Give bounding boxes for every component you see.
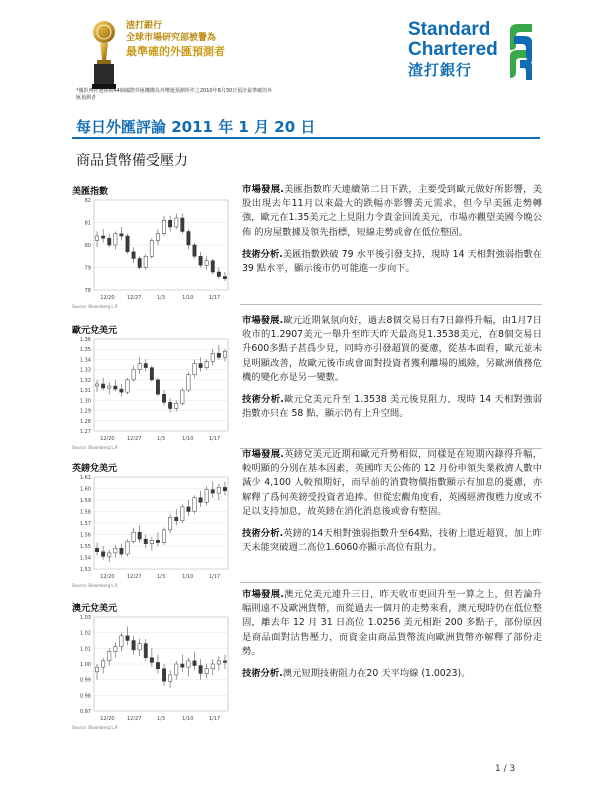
chart-title: 澳元兌美元 xyxy=(72,604,118,614)
x-tick-label: 12/27 xyxy=(126,716,142,722)
report-headline: 商品貨幣備受壓力 xyxy=(76,153,188,169)
candle-body xyxy=(101,552,104,557)
trophy-icon xyxy=(88,18,120,90)
brand-line-2: Chartered xyxy=(408,39,498,60)
award-line-2: 全球市場研究部被譽為 xyxy=(126,33,217,43)
chart-source: Source: Bloomberg L.P. xyxy=(72,445,118,450)
candle-body xyxy=(175,403,178,408)
paragraph-lead: 市場發展. xyxy=(242,315,284,326)
paragraph-lead: 技術分析. xyxy=(242,248,283,260)
candle-body xyxy=(150,540,153,543)
x-tick-label: 1/17 xyxy=(208,574,221,580)
candle-body xyxy=(217,272,220,277)
candle-body xyxy=(223,661,226,663)
page-number: 1 / 3 xyxy=(495,764,516,774)
candle-body xyxy=(126,380,129,392)
y-tick-label: 1.54 xyxy=(79,555,91,562)
award-badge xyxy=(82,14,252,94)
candle-body xyxy=(120,389,123,392)
paragraph-body: 英鎊兌美元近期和歐元升勢相似，同樣是在短期內錄得升幅，較明顯的分別在基本因素，英國昨天公佈的 12 月份申領失業救濟人數中減少 4,100 人較預期好，而早前的消費物價指數顯示有加息的憂慮，亦解釋了爲何英鎊受投資者追捧。但從宏觀角度看，英國經濟復甦力度或不足以支持加息，故英鎊在消化消息後或會有整固。 xyxy=(242,449,542,517)
candle-body xyxy=(199,256,202,265)
candle-body xyxy=(95,548,98,551)
y-tick-label: 1.00 xyxy=(79,662,91,668)
candle-body xyxy=(144,539,147,544)
market-development-paragraph xyxy=(242,314,542,385)
y-tick-label: 1.55 xyxy=(79,544,91,550)
paragraph-lead: 技術分析. xyxy=(242,668,283,680)
candle-body xyxy=(120,548,123,554)
technical-analysis-paragraph xyxy=(242,667,542,681)
y-tick-label: 1.56 xyxy=(79,532,91,539)
chart-source: Source: Bloomberg L.P. xyxy=(72,725,118,730)
chart-block-audusd xyxy=(72,601,232,730)
candle-body xyxy=(205,490,208,503)
candle-body xyxy=(193,498,196,512)
candle-body xyxy=(223,487,226,490)
candle-body xyxy=(114,548,117,553)
x-tick-label: 1/10 xyxy=(182,436,194,442)
candle-body xyxy=(223,277,226,279)
x-tick-label: 12/20 xyxy=(100,574,115,580)
x-tick-label: 12/27 xyxy=(126,436,142,442)
market-development-paragraph xyxy=(242,183,542,240)
candle-body xyxy=(175,218,178,227)
candle-body xyxy=(211,490,214,493)
candle-body xyxy=(162,394,165,402)
candle-body xyxy=(101,236,104,238)
y-tick-label: 0.99 xyxy=(79,677,91,684)
y-tick-label: 1.34 xyxy=(79,357,91,364)
candle-body xyxy=(156,540,159,542)
candle-body xyxy=(156,380,159,394)
section-text-eurusd xyxy=(242,314,542,429)
candle-body xyxy=(175,517,178,520)
x-tick-label: 1/10 xyxy=(182,295,194,301)
candle-body xyxy=(138,259,141,268)
chart-title: 英鎊兌美元 xyxy=(72,464,118,474)
x-tick-label: 12/20 xyxy=(100,436,115,442)
candle-body xyxy=(108,553,111,556)
y-tick-label: 1.33 xyxy=(79,367,91,374)
x-tick-label: 1/3 xyxy=(156,574,166,580)
y-tick-label: 1.53 xyxy=(79,567,91,573)
chart-title: 美匯指數 xyxy=(72,187,109,197)
candle-body xyxy=(162,220,165,234)
paragraph-body: 美匯指數昨天連續第二日下跌，主要受到歐元做好所影響，美股出現去年11月以來最大的跌幅亦影響美元需求，但今早美匯走勢轉強，歐元在1.35美元之上見阻力令貴金回流美元，市場亦觀望美國今晚公佈 的房屋數據及領先指標，短線走勢或會在低位整固。 xyxy=(242,184,542,238)
candle-body xyxy=(187,661,190,667)
section-text-audusd xyxy=(242,588,542,689)
candle-body xyxy=(168,220,171,227)
candle-body xyxy=(205,261,208,266)
candle-body xyxy=(150,368,153,380)
y-tick-label: 1.01 xyxy=(79,646,91,653)
candle-body xyxy=(168,517,171,530)
candle-body xyxy=(199,498,202,503)
candle-body xyxy=(95,667,98,672)
candle-body xyxy=(101,384,104,388)
candle-body xyxy=(205,669,208,674)
paragraph-body: 歐元兌美元升至 1.3538 美元後見阻力，現時 14 天相對強弱指數亦只在 58 點，顯示仍有上升空間。 xyxy=(242,394,542,420)
candle-body xyxy=(144,364,147,368)
y-tick-label: 1.03 xyxy=(79,615,91,621)
candle-body xyxy=(108,386,111,388)
gbpusd-chart xyxy=(72,473,232,583)
y-tick-label: 80 xyxy=(84,243,91,249)
candle-body xyxy=(181,390,184,403)
technical-analysis-paragraph xyxy=(242,527,542,555)
plot-area xyxy=(94,339,228,431)
candle-body xyxy=(114,386,117,389)
audusd-chart xyxy=(72,613,232,725)
paragraph-lead: 技術分析. xyxy=(242,528,284,540)
technical-analysis-paragraph xyxy=(242,393,542,421)
candle-body xyxy=(156,662,159,668)
x-tick-label: 1/17 xyxy=(208,716,221,722)
section-divider xyxy=(240,304,542,305)
candle-body xyxy=(187,375,190,390)
brand-line-1: Standard xyxy=(408,19,491,40)
y-tick-label: 1.32 xyxy=(79,377,91,384)
candle-body xyxy=(181,507,184,521)
award-note: *據彭博社選擇就44個國際外匯機構為外幣運預測所作之2010年8月30日預計最準確的外匯預測者 xyxy=(76,88,273,101)
candle-body xyxy=(181,664,184,667)
y-tick-label: 1.28 xyxy=(79,418,91,425)
candle-body xyxy=(120,234,123,236)
x-tick-label: 1/10 xyxy=(182,574,194,580)
paragraph-body: 英鎊的14天相對強弱指數升至64點，技術上還近超買，加上昨天未能突破週二高位1.6060亦顯示高位有阻力。 xyxy=(242,528,542,554)
x-tick-label: 1/3 xyxy=(156,295,166,301)
chart-source: Source: Bloomberg L.P. xyxy=(72,304,118,309)
candle-body xyxy=(126,236,129,252)
technical-analysis-paragraph xyxy=(242,248,542,276)
candle-body xyxy=(205,361,208,367)
y-tick-label: 82 xyxy=(84,198,91,204)
candle-body xyxy=(132,532,135,541)
x-tick-label: 1/10 xyxy=(182,716,194,722)
title-rule xyxy=(72,137,540,139)
candle-body xyxy=(187,507,190,512)
candle-body xyxy=(156,234,159,241)
candle-body xyxy=(132,370,135,380)
y-tick-label: 1.60 xyxy=(79,486,91,493)
report-date-title: 每日外匯評論 2011 年 1 月 20 日 xyxy=(76,118,316,136)
y-tick-label: 79 xyxy=(84,265,91,272)
brand-chinese: 渣打銀行 xyxy=(408,61,473,79)
candle-body xyxy=(187,232,190,246)
candle-body xyxy=(108,651,111,660)
paragraph-lead: 市場發展. xyxy=(242,589,284,600)
candle-body xyxy=(162,669,165,682)
paragraph-lead: 技術分析. xyxy=(242,394,284,406)
candle-body xyxy=(175,664,178,675)
candle-body xyxy=(193,245,196,256)
y-tick-label: 81 xyxy=(84,220,91,227)
candle-body xyxy=(138,644,141,650)
candle-body xyxy=(162,530,165,543)
candle-body xyxy=(211,261,214,272)
candle-body xyxy=(114,234,117,245)
candle-body xyxy=(126,636,129,641)
y-tick-label: 1.36 xyxy=(79,337,91,343)
award-line-1: 渣打銀行 xyxy=(126,21,163,31)
candle-body xyxy=(199,364,202,368)
candle-body xyxy=(217,661,220,664)
candle-body xyxy=(199,666,202,674)
paragraph-body: 澳元兌美元連升三日，昨天收市更回升至一算之上，但若論升幅則遠不及歐洲貨幣，而從過去一個月的走勢來看，澳元現時仍在低位整固，離去年 12 月 31 日高位 1.0256 美元相距 200 多點子，部份原因是商品面對沽售壓力，而資金由商品貨幣流向歐洲貨幣亦解釋了部份走勢。 xyxy=(242,589,542,657)
candle-body xyxy=(181,218,184,232)
y-tick-label: 1.59 xyxy=(79,498,91,504)
y-tick-label: 1.58 xyxy=(79,509,91,516)
y-tick-label: 1.35 xyxy=(79,347,91,354)
x-tick-label: 1/3 xyxy=(156,436,166,442)
candle-body xyxy=(168,402,171,408)
y-tick-label: 0.97 xyxy=(79,709,91,715)
paragraph-body: 歐元近期氣氛向好，過去8個交易日有7日錄得升幅，由1月7日收市的1.2907美元一舉升至昨天昨天最高見1.3538美元，在8個交易日升600多點子甚爲少見，同時亦引發超買的憂慮，從基本面看，歐元並未見明顯改善，故歐元後市或會面對投資者獲利離場的風險，另歐洲債務危機的變化亦是另一變數。 xyxy=(242,315,542,383)
x-tick-label: 1/3 xyxy=(156,716,166,722)
candle-body xyxy=(217,487,220,493)
candle-body xyxy=(193,364,196,375)
candle-body xyxy=(150,658,153,663)
paragraph-lead: 市場發展. xyxy=(242,184,284,195)
candle-body xyxy=(95,384,98,386)
candle-body xyxy=(211,353,214,361)
y-tick-label: 1.61 xyxy=(79,475,91,481)
x-tick-label: 12/20 xyxy=(100,295,115,301)
report-header xyxy=(0,0,612,110)
candle-body xyxy=(101,661,104,667)
candle-body xyxy=(168,675,171,681)
x-tick-label: 1/17 xyxy=(208,295,221,301)
award-line-3: 最準確的外匯預測者 xyxy=(126,45,225,58)
candle-body xyxy=(95,236,98,241)
x-tick-label: 12/27 xyxy=(126,295,142,301)
standard-chartered-logo-icon xyxy=(506,22,536,82)
candle-body xyxy=(138,364,141,370)
market-development-paragraph xyxy=(242,588,542,659)
y-tick-label: 1.57 xyxy=(79,521,91,527)
x-tick-label: 1/17 xyxy=(208,436,221,442)
paragraph-body: 美匯指數跌破 79 水平後引發支持，現時 14 天相對強弱指數在 39 點水平，顯示後市仍可能進一步向下。 xyxy=(242,248,542,275)
candle-body xyxy=(132,641,135,650)
section-divider xyxy=(240,582,542,583)
candle-body xyxy=(120,636,123,647)
section-text-gbpusd xyxy=(242,448,542,563)
chart-block-usd-index xyxy=(72,184,232,309)
y-tick-label: 1.02 xyxy=(79,630,91,637)
y-tick-label: 78 xyxy=(84,288,91,294)
candle-body xyxy=(108,238,111,245)
eurusd-chart xyxy=(72,335,232,445)
paragraph-lead: 市場發展. xyxy=(242,449,284,460)
section-text-usd-index xyxy=(242,183,542,284)
candle-body xyxy=(193,661,196,666)
candle-body xyxy=(126,541,129,554)
market-development-paragraph xyxy=(242,448,542,519)
candle-body xyxy=(144,256,147,267)
paragraph-body: 澳元短期技術阻力在20 天平均線 (1.0023)。 xyxy=(282,668,471,680)
candle-body xyxy=(114,647,117,652)
x-tick-label: 12/20 xyxy=(100,716,115,722)
candle-body xyxy=(132,252,135,259)
y-tick-label: 1.30 xyxy=(79,398,91,405)
candle-body xyxy=(223,351,226,357)
usd-index-chart xyxy=(72,196,232,304)
chart-block-eurusd xyxy=(72,323,232,450)
chart-block-gbpusd xyxy=(72,461,232,588)
candle-body xyxy=(211,664,214,669)
y-tick-label: 1.29 xyxy=(79,408,91,415)
x-tick-label: 12/27 xyxy=(126,574,142,580)
y-tick-label: 0.98 xyxy=(79,693,91,700)
candle-body xyxy=(150,241,153,257)
candle-body xyxy=(138,532,141,539)
y-tick-label: 1.31 xyxy=(79,388,91,395)
chart-title: 歐元兌美元 xyxy=(72,326,118,336)
y-tick-label: 1.27 xyxy=(79,429,91,435)
candle-body xyxy=(144,644,147,658)
chart-source: Source: Bloomberg L.P. xyxy=(72,583,118,588)
candle-body xyxy=(217,353,220,357)
